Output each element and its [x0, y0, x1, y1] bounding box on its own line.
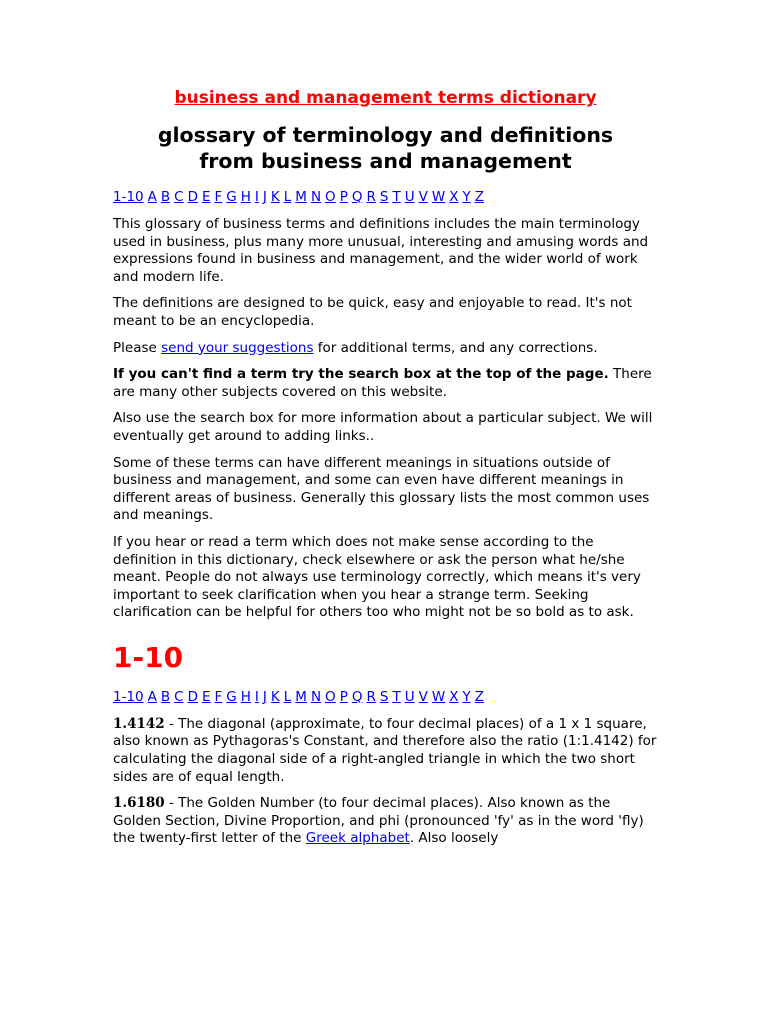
alphabet-link-g[interactable]: G [226, 688, 237, 705]
alphabet-link-p[interactable]: P [339, 189, 348, 205]
alphabet-link-y[interactable]: Y [462, 688, 471, 705]
entry-definition-end: . Also loosely [409, 830, 499, 847]
intro-paragraph-2: The definitions are designed to be quick, easy and enjoyable to read. It's not meant to be an encyclopedia. [113, 295, 632, 329]
alphabet-link-f[interactable]: F [214, 688, 223, 705]
alphabet-link-z[interactable]: Z [474, 688, 484, 705]
intro-paragraph-3-text-end: for additional terms, and any corrections. [313, 339, 598, 356]
alphabet-link-r[interactable]: R [366, 189, 376, 205]
alphabet-link-w[interactable]: W [431, 688, 446, 705]
alphabet-link-f[interactable]: F [214, 189, 223, 205]
alphabet-link-c[interactable]: C [174, 688, 184, 705]
alphabet-nav-top [113, 188, 658, 206]
site-title-link[interactable]: business and management terms dictionary [174, 88, 597, 108]
alphabet-link-e[interactable]: E [202, 688, 211, 705]
alphabet-link-z[interactable]: Z [474, 189, 484, 205]
section-heading-1-10: 1-10 [113, 640, 184, 674]
alphabet-link-k[interactable]: K [270, 189, 280, 205]
page-title [113, 122, 658, 174]
alphabet-link-h[interactable]: H [240, 189, 251, 205]
alphabet-link-m[interactable]: M [295, 189, 307, 205]
alphabet-link-b[interactable]: B [160, 189, 171, 205]
intro-paragraph-1: This glossary of business terms and definitions includes the main terminology used in business, plus many more unusual, interesting and amusing words and expressions found in business and management, and the wider world of work and modern life. [113, 216, 649, 285]
entry-1-4142 [113, 716, 658, 786]
alphabet-link-b[interactable]: B [160, 688, 171, 705]
alphabet-link-d[interactable]: D [187, 189, 198, 205]
send-suggestions-link[interactable]: send your suggestions [161, 339, 314, 356]
alphabet-nav-section [113, 688, 658, 706]
alphabet-link-n[interactable]: N [310, 688, 322, 705]
intro-paragraph-3-text: Please [113, 339, 162, 356]
alphabet-link-q[interactable]: Q [351, 189, 363, 205]
alphabet-link-l[interactable]: L [283, 688, 292, 705]
alphabet-link-1-10[interactable]: 1-10 [113, 688, 144, 705]
intro-paragraph-7: If you hear or read a term which does not make sense according to the definition in this dictionary, check elsewhere or ask the person what he/she meant. People do not always use terminology correctly, which means it's very important to seek clarification when you hear a strange term. Seeking clarification can be helpful for others too who might not be so bold as to ask. [113, 533, 641, 621]
alphabet-link-x[interactable]: X [449, 189, 459, 205]
document-body [113, 88, 658, 857]
alphabet-link-u[interactable]: U [404, 189, 415, 205]
alphabet-link-1-10[interactable]: 1-10 [113, 189, 144, 205]
alphabet-link-w[interactable]: W [431, 189, 446, 205]
greek-alphabet-link[interactable]: Greek alphabet [305, 830, 410, 847]
alphabet-link-d[interactable]: D [187, 688, 198, 705]
site-title [113, 88, 658, 108]
search-tip-bold: If you can't find a term try the search box at the top of the page. [113, 366, 609, 383]
alphabet-link-c[interactable]: C [174, 189, 184, 205]
entry-definition: - The Golden Number (to four decimal places). Also known as the Golden Section, Divine Proportion, and phi (pronounced 'fy' as in the word 'fly) the twenty-first letter of the [113, 795, 644, 847]
alphabet-link-y[interactable]: Y [462, 189, 471, 205]
alphabet-link-v[interactable]: V [418, 688, 428, 705]
alphabet-link-x[interactable]: X [449, 688, 459, 705]
alphabet-link-i[interactable]: I [254, 688, 259, 705]
entry-term: 1.6180 [113, 795, 165, 812]
alphabet-link-k[interactable]: K [270, 688, 280, 705]
alphabet-link-u[interactable]: U [404, 688, 415, 705]
alphabet-link-a[interactable]: A [147, 189, 157, 205]
search-tip-text: There are many other subjects covered on this website. [113, 366, 652, 400]
alphabet-link-t[interactable]: T [392, 688, 401, 705]
intro-paragraph-5: Also use the search box for more information about a particular subject. We will eventually get around to adding links.. [113, 410, 653, 444]
alphabet-link-a[interactable]: A [147, 688, 157, 705]
entry-definition: - The diagonal (approximate, to four decimal places) of a 1 x 1 square, also known as Pythagoras's Constant, and therefore also the ratio (1:1.4142) for calculating the diagonal side of a right-angled triangle in which the two short sides are of equal length. [113, 715, 657, 785]
page-title-line-2: from business and management [199, 149, 572, 173]
alphabet-link-r[interactable]: R [366, 688, 376, 705]
alphabet-link-p[interactable]: P [339, 688, 348, 705]
alphabet-link-i[interactable]: I [254, 189, 259, 205]
entry-term: 1.4142 [113, 715, 165, 732]
page-title-line-1: glossary of terminology and definitions [157, 123, 614, 147]
alphabet-link-e[interactable]: E [202, 189, 211, 205]
intro-paragraph-4 [113, 366, 658, 401]
alphabet-link-h[interactable]: H [240, 688, 251, 705]
alphabet-link-j[interactable]: J [262, 189, 267, 205]
intro-paragraph-3 [113, 340, 658, 358]
alphabet-link-o[interactable]: O [325, 688, 336, 705]
entry-1-6180 [113, 795, 658, 848]
alphabet-link-j[interactable]: J [262, 688, 267, 705]
intro-paragraph-6: Some of these terms can have different meanings in situations outside of business and management, and some can even have different meanings in different areas of business. Generally this glossary lists the most common uses and meanings. [113, 454, 650, 524]
alphabet-link-n[interactable]: N [310, 189, 322, 205]
alphabet-link-s[interactable]: S [379, 688, 389, 705]
alphabet-link-v[interactable]: V [418, 189, 428, 205]
alphabet-link-g[interactable]: G [226, 189, 237, 205]
alphabet-link-t[interactable]: T [392, 189, 401, 205]
alphabet-link-o[interactable]: O [325, 189, 336, 205]
alphabet-link-s[interactable]: S [379, 189, 389, 205]
alphabet-link-q[interactable]: Q [351, 688, 363, 705]
alphabet-link-l[interactable]: L [283, 189, 292, 205]
alphabet-link-m[interactable]: M [295, 688, 307, 705]
